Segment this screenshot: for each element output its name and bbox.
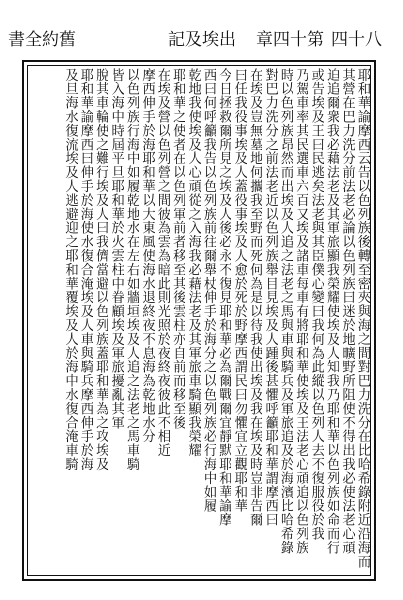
chapter-title: 第十四章 (252, 30, 323, 49)
section-title: 出埃及記 (164, 30, 235, 49)
text-column: 迫追爾衆我必藉法老及其軍旅顯我榮耀使埃及人知我乃耶和華以色列族如命而行 (324, 68, 340, 555)
page-header (0, 30, 403, 58)
text-column: 西曰何呼籲我告以色列族前往爾舉杖伸手於海分之以色列族必行海中如履 (201, 68, 217, 513)
text-column: 在埃及營以色列營之間彼為雲為暗此則光照於夜終夜彼此不相近 (154, 68, 170, 458)
text-column: 今日拯救爾所見之埃及人後必永不復見耶和華必為爾戰爾宜靜默耶和華諭摩 (216, 68, 232, 527)
text-column: 在埃及豈無墓地何攜我至野而死何為是以待我使出埃及我在埃及時豈非告爾 (247, 68, 263, 527)
text-column: 其營在巴力洗分前法老必論以色列族曰迷於地曠野所阻使不得出我必使法老心頑 (339, 68, 355, 555)
text-column: 及旦海水復流埃及人逃避迎之耶和華覆埃及人於海中水復合淹車騎 (62, 68, 78, 472)
text-column: 或告埃及王曰民逃矣法老與其臣僕心變曰我何為此縱以色列人去不復服役於我 (308, 68, 324, 541)
text-column: 以色列族行海中如履乾地水在左右如牆垣埃及人追之法老之馬車騎 (124, 68, 140, 472)
page-number: 八十四 (327, 30, 381, 49)
text-columns (30, 68, 370, 573)
text-column: 時以色列族昂然而出埃及人追之法老之馬與車與騎兵及軍旅追及於海濱比哈希錄 (278, 68, 294, 555)
text-column: 脫其車輪使之難行埃及人曰我儕當避以色列族蓋耶和華為之攻埃及 (93, 68, 109, 472)
book-title: 舊約全書 (4, 30, 75, 49)
text-column: 對巴力洗分之前法老近以色列族舉目見埃及人踵後甚懼呼籲耶和華謂摩西曰 (262, 68, 278, 527)
text-column: 乃駕車率其民選車六百又埃及諸車每車有將耶和華使埃及王法老心頑追以色列族 (293, 68, 309, 555)
text-column: 耶和華諭摩西云告以色列族後轉至密夾與海之間對巴力洗分在比哈希錄附近沿海而 (355, 68, 370, 569)
text-column: 耶和華之使者在以色列軍前者移至其後雲柱亦自前而移至後 (170, 68, 186, 430)
text-column: 耶和華諭摩西曰伸手於海使水復合淹埃及人車與騎兵摩西伸手於海 (77, 68, 93, 472)
text-column: 乾地我使埃及人心頑從之入海我必藉法老及其軍旅車騎顯我榮耀 (185, 68, 201, 458)
text-column: 曰任我役事埃及人蓋役事埃及人愈於死於野摩西謂民曰勿懼宜立觀耶和華 (231, 68, 247, 513)
text-column: 皆入海中時屆平旦耶和華於火雲柱中眷顧埃及軍旅擾亂其軍 (108, 68, 124, 430)
text-column: 摩西伸手於海耶和華以大東風使海水退終夜不息海為乾地水分 (139, 68, 155, 444)
